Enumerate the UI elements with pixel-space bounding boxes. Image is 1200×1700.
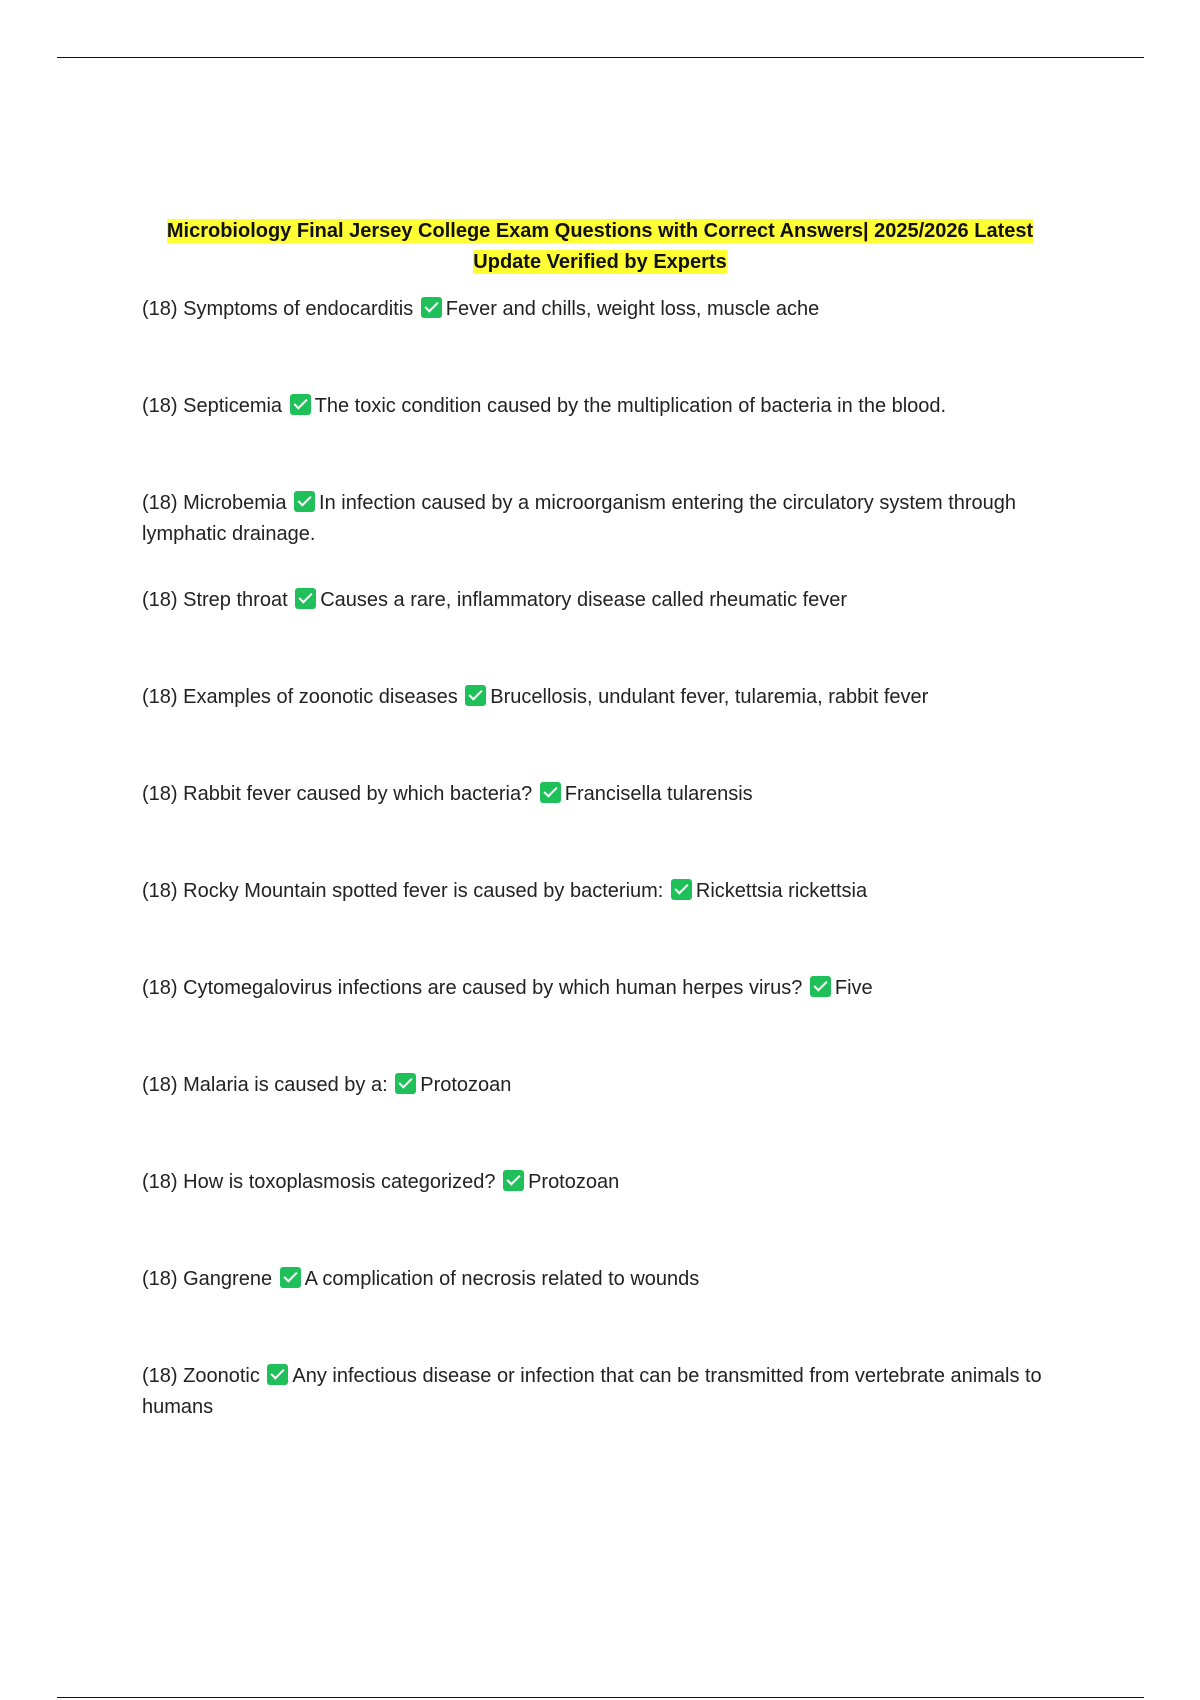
answer-text: Rickettsia rickettsia	[695, 880, 868, 902]
check-mark-icon	[280, 1267, 301, 1288]
question-text: (18) Microbemia	[142, 492, 287, 514]
check-mark-icon	[810, 976, 831, 997]
question-text: (18) Malaria is caused by a:	[142, 1074, 388, 1096]
answer-text: A complication of necrosis related to wounds	[304, 1268, 700, 1290]
question-text: (18) Septicemia	[142, 395, 283, 417]
qa-list	[142, 294, 1062, 1458]
check-mark-icon	[290, 394, 311, 415]
qa-item	[142, 682, 1062, 779]
qa-item	[142, 488, 1062, 585]
question-text: (18) Rocky Mountain spotted fever is caused by bacterium:	[142, 880, 664, 902]
question-text: (18) Symptoms of endocarditis	[142, 298, 414, 320]
check-mark-icon	[503, 1170, 524, 1191]
qa-item	[142, 876, 1062, 973]
check-mark-icon	[421, 297, 442, 318]
question-text: (18) Rabbit fever caused by which bacteria?	[142, 783, 533, 805]
qa-item	[142, 1070, 1062, 1167]
qa-item	[142, 1361, 1062, 1458]
question-text: (18) Gangrene	[142, 1268, 273, 1290]
document-title	[130, 216, 1070, 278]
check-mark-icon	[540, 782, 561, 803]
check-mark-icon	[671, 879, 692, 900]
qa-item	[142, 1264, 1062, 1361]
check-mark-icon	[267, 1364, 288, 1385]
answer-text: Causes a rare, inflammatory disease called rheumatic fever	[320, 589, 848, 611]
answer-text: In infection caused by a microorganism entering the circulatory system through lymphatic drainage.	[142, 492, 1017, 545]
answer-text: Any infectious disease or infection that can be transmitted from vertebrate animals to humans	[142, 1365, 1042, 1418]
qa-item	[142, 585, 1062, 682]
question-text: (18) How is toxoplasmosis categorized?	[142, 1171, 496, 1193]
answer-text: Brucellosis, undulant fever, tularemia, rabbit fever	[490, 686, 929, 708]
check-mark-icon	[294, 491, 315, 512]
title-line-2: Update Verified by Experts	[473, 251, 727, 273]
answer-text: Francisella tularensis	[564, 783, 753, 805]
answer-text: Five	[834, 977, 873, 999]
qa-item	[142, 779, 1062, 876]
qa-item	[142, 973, 1062, 1070]
question-text: (18) Zoonotic	[142, 1365, 260, 1387]
top-rule	[57, 57, 1144, 58]
question-text: (18) Strep throat	[142, 589, 288, 611]
bottom-rule	[57, 1697, 1144, 1698]
check-mark-icon	[395, 1073, 416, 1094]
question-text: (18) Cytomegalovirus infections are caused by which human herpes virus?	[142, 977, 803, 999]
qa-item	[142, 294, 1062, 391]
qa-item	[142, 391, 1062, 488]
answer-text: Protozoan	[420, 1074, 512, 1096]
title-line-1: Microbiology Final Jersey College Exam Questions with Correct Answers| 2025/2026 Latest	[166, 220, 1034, 242]
answer-text: Protozoan	[528, 1171, 620, 1193]
answer-text: Fever and chills, weight loss, muscle ache	[445, 298, 820, 320]
qa-item	[142, 1167, 1062, 1264]
check-mark-icon	[465, 685, 486, 706]
check-mark-icon	[295, 588, 316, 609]
question-text: (18) Examples of zoonotic diseases	[142, 686, 458, 708]
answer-text: The toxic condition caused by the multiplication of bacteria in the blood.	[314, 395, 947, 417]
